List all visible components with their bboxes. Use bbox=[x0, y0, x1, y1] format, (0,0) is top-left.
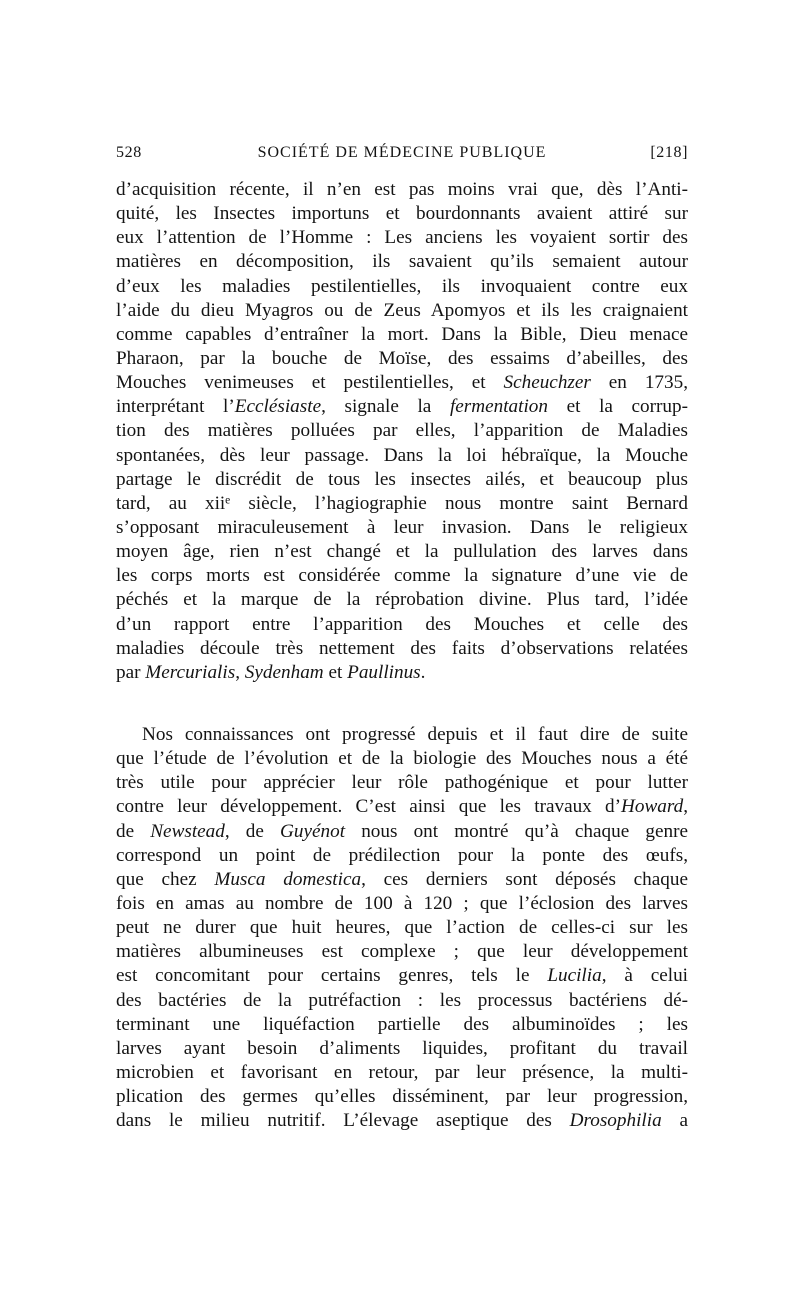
text-line: Mouches venimeuses et pestilentielles, et Scheuchzer en 1735, bbox=[116, 372, 688, 394]
text-line: contre leur développement. C’est ainsi que les travaux d’Howard, bbox=[116, 796, 688, 818]
text-line: est concomitant pour certains genres, tels le Lucilia, à celui bbox=[116, 965, 688, 987]
text-line: plication des germes qu’elles disséminent, par leur progression, bbox=[116, 1086, 688, 1108]
text-line: correspond un point de prédilection pour la ponte des œufs, bbox=[116, 844, 688, 866]
text-line: Nos connaissances ont progressé depuis et il faut dire de suite bbox=[142, 724, 688, 745]
italic-name: Newstead bbox=[150, 820, 225, 842]
text-line: microbien et favorisant en retour, par leur présence, la multi- bbox=[116, 1061, 688, 1083]
text-line: fois en amas au nombre de 100 à 120 ; que l’éclosion des larves bbox=[116, 892, 688, 914]
italic-name: Paullinus bbox=[347, 661, 421, 683]
text-line: que chez Musca domestica, ces derniers sont déposés chaque bbox=[116, 868, 688, 890]
text-line: de Newstead, de Guyénot nous ont montré qu’à chaque genre bbox=[116, 820, 688, 842]
text-line: terminant une liquéfaction partielle des albuminoïdes ; les bbox=[116, 1013, 688, 1035]
text-line: larves ayant besoin d’aliments liquides, profitant du travail bbox=[116, 1037, 688, 1059]
text-line: tion des matières polluées par elles, l’apparition de Maladies bbox=[116, 420, 688, 442]
page-number: 528 bbox=[116, 144, 142, 161]
italic-name: Howard bbox=[621, 796, 684, 818]
text-line: d’acquisition récente, il n’en est pas moins vrai que, dès l’Anti- bbox=[116, 179, 688, 200]
text-line: dans le milieu nutritif. L’élevage aseptique des Drosophilia a bbox=[116, 1110, 688, 1132]
text-line: eux l’attention de l’Homme : Les anciens les voyaient sortir des bbox=[116, 227, 688, 249]
text-line: peut ne durer que huit heures, que l’action de celles-ci sur les bbox=[116, 917, 688, 939]
text-line: l’aide du dieu Myagros ou de Zeus Apomyos et ils les craignaient bbox=[116, 299, 688, 321]
text-line: que l’étude de l’évolution et de la biologie des Mouches nous a été bbox=[116, 748, 688, 770]
folio-number: [218] bbox=[650, 144, 688, 161]
italic-name: Sydenham bbox=[244, 661, 324, 683]
text-line: comme capables d’entraîner la mort. Dans la Bible, Dieu menace bbox=[116, 323, 688, 345]
text-line: par Mercurialis, Sydenham et Paullinus. bbox=[116, 661, 426, 683]
text-line: moyen âge, rien n’est changé et la pullulation des larves dans bbox=[116, 541, 688, 563]
text-line: d’eux les maladies pestilentielles, ils invoquaient contre eux bbox=[116, 275, 688, 297]
text-line: partage le discrédit de tous les insectes ailés, et beaucoup plus bbox=[116, 468, 688, 490]
text-line: Pharaon, par la bouche de Moïse, des essaims d’abeilles, des bbox=[116, 347, 688, 369]
italic-term: fermentation bbox=[449, 396, 548, 418]
page-header bbox=[116, 140, 688, 170]
text-line: les corps morts est considérée comme la signature d’une vie de bbox=[116, 565, 688, 587]
text-line: maladies découle très nettement des faits d’observations relatées bbox=[116, 637, 688, 659]
text-line: d’un rapport entre l’apparition des Mouches et celle des bbox=[116, 613, 688, 635]
text-line: interprétant l’Ecclésiaste, signale la fermentation et la corrup- bbox=[116, 396, 689, 418]
italic-genus: Lucilia bbox=[547, 965, 602, 987]
text-line: très utile pour apprécier leur rôle pathogénique et pour lutter bbox=[116, 772, 688, 794]
text-line: péchés et la marque de la réprobation divine. Plus tard, l’idée bbox=[116, 589, 688, 611]
text-line: tard, au xiiᵉ siècle, l’hagiographie nous montre saint Bernard bbox=[116, 492, 688, 514]
italic-species: Musca domestica bbox=[214, 868, 362, 890]
italic-genus: Drosophilia bbox=[569, 1110, 662, 1132]
running-title: SOCIÉTÉ DE MÉDECINE PUBLIQUE bbox=[257, 144, 547, 161]
text-line: matières albumineuses est complexe ; que leur développement bbox=[116, 941, 688, 963]
text-line: s’opposant miraculeusement à leur invasion. Dans le religieux bbox=[116, 516, 688, 538]
text-line: spontanées, dès leur passage. Dans la loi hébraïque, la Mouche bbox=[116, 444, 688, 466]
paragraph-1 bbox=[116, 178, 688, 685]
text-line: matières en décomposition, ils savaient qu’ils semaient autour bbox=[116, 251, 688, 273]
text-line: des bactéries de la putréfaction : les processus bactériens dé- bbox=[116, 989, 688, 1011]
italic-name: Mercurialis bbox=[145, 661, 236, 683]
italic-title: Ecclésiaste bbox=[234, 396, 322, 418]
italic-name: Scheuchzer bbox=[503, 372, 591, 394]
text-line: quité, les Insectes importuns et bourdonnants avaient attiré sur bbox=[116, 203, 688, 225]
paragraph-2 bbox=[116, 723, 688, 1133]
italic-name: Guyénot bbox=[280, 820, 346, 842]
